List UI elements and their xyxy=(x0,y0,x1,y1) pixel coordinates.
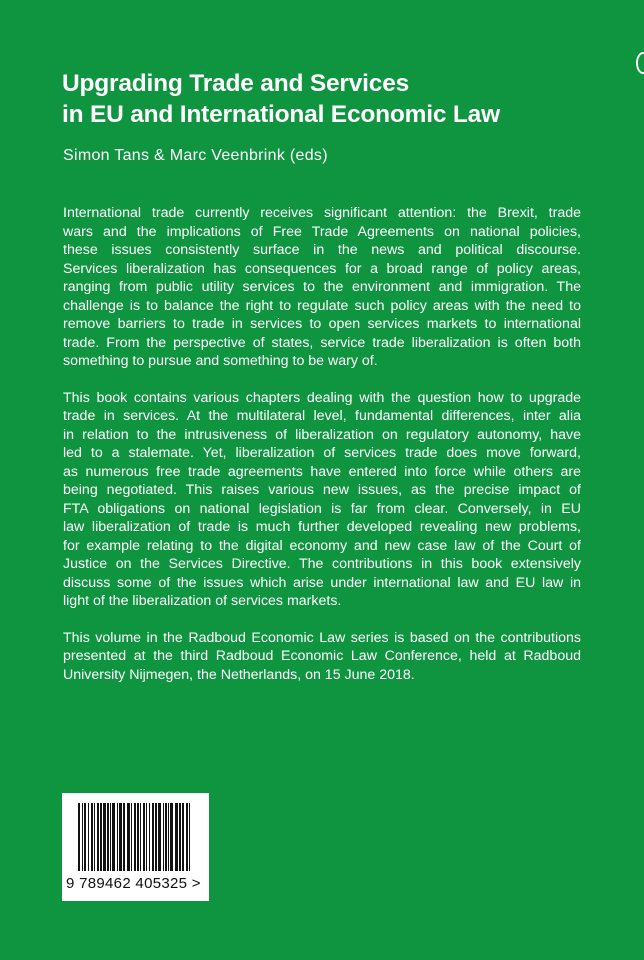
text-line: as numerous free trade agreements have entered into force while others are xyxy=(63,463,581,480)
blurb-paragraph-1 xyxy=(63,204,581,371)
blurb-paragraph-2 xyxy=(63,389,581,611)
barcode-bar xyxy=(186,803,188,871)
barcode-bar xyxy=(103,803,106,871)
barcode-bar xyxy=(94,803,95,871)
text-line: wars and the implications of Free Trade Agreements on national policies, xyxy=(63,223,581,240)
text-line: these issues consistently surface in the news and political discourse. xyxy=(63,242,581,258)
barcode-bar xyxy=(84,803,86,871)
barcode-bar xyxy=(155,803,157,871)
barcode-bar xyxy=(140,803,141,871)
barcode-bar xyxy=(163,803,164,871)
barcode-bar xyxy=(127,803,130,871)
text-line: International trade currently receives significant attention: the Brexit, trade xyxy=(63,205,581,221)
spine-logo-fragment xyxy=(636,52,644,74)
blurb xyxy=(63,204,581,702)
text-line: Services liberalization has consequences for a broad range of policy areas, xyxy=(63,260,581,277)
text-line: This volume in the Radboud Economic Law series is based on the contributions xyxy=(63,629,581,646)
text-line: presented at the third Radboud Economic Law Conference, held at Radboud xyxy=(63,648,581,664)
text-line: led to a stalemate. Yet, liberalization of services trade does move forward, xyxy=(63,445,581,461)
barcode-bar xyxy=(170,803,173,871)
text-line: law liberalization of trade is much further developed revealing new problems, xyxy=(63,519,581,535)
barcode-bar xyxy=(137,803,139,871)
barcode-bar xyxy=(123,803,125,871)
text-line: challenge is to balance the right to regulate such policy areas with the need to xyxy=(63,297,581,314)
isbn-digits: 9 789462 405325 > xyxy=(66,875,201,892)
barcode-bar xyxy=(107,803,109,871)
text-line: in relation to the intrusiveness of liberalization on regulatory autonomy, have xyxy=(63,426,581,443)
text-line: Justice on the Services Directive. The contributions in this book extensively xyxy=(63,556,581,572)
title-line-1: Upgrading Trade and Services xyxy=(62,70,410,97)
text-line: trade in services. At the multilateral level, fundamental differences, inter alia xyxy=(63,408,581,424)
barcode-bar xyxy=(78,803,80,871)
barcode-bar xyxy=(149,803,150,871)
text-line: light of the liberalization of services markets. xyxy=(63,593,342,609)
barcode-bar xyxy=(143,803,145,871)
title-line-2: in EU and International Economic Law xyxy=(62,101,500,128)
text-line: trade. From the perspective of states, service trade liberalization is often both xyxy=(63,334,581,351)
blurb-paragraph-3 xyxy=(63,629,581,685)
text-line: remove barriers to trade in services to open services markets to international xyxy=(63,316,581,332)
text-line: University Nijmegen, the Netherlands, on 15 June 2018. xyxy=(63,666,415,683)
barcode-bar xyxy=(119,803,122,871)
barcode-bar xyxy=(182,803,184,871)
barcode-bar xyxy=(134,803,136,871)
barcode-bar xyxy=(146,803,147,871)
text-line: This book contains various chapters dealing with the question how to upgrade xyxy=(63,389,581,406)
barcode-bar xyxy=(112,803,115,871)
book-editors: Simon Tans & Marc Veenbrink (eds) xyxy=(63,147,328,164)
barcode-bars xyxy=(78,803,192,871)
barcode-bar xyxy=(88,803,89,871)
text-line: being negotiated. This raises various new issues, as the precise impact of xyxy=(63,482,581,498)
text-line: discuss some of the issues which arise under international law and EU law in xyxy=(63,574,581,591)
barcode-bar xyxy=(97,803,99,871)
barcode-bar xyxy=(158,803,161,871)
barcode-bar xyxy=(100,803,102,871)
barcode-bar xyxy=(175,803,178,871)
text-line: ranging from public utility services to the environment and immigration. The xyxy=(63,279,581,295)
barcode-bar xyxy=(168,803,169,871)
barcode-bar xyxy=(179,803,181,871)
barcode-bar xyxy=(152,803,154,871)
barcode-bar xyxy=(117,803,118,871)
text-line: FTA obligations on national legislation is far from clear. Conversely, in EU xyxy=(63,500,581,517)
barcode-bar xyxy=(91,803,93,871)
barcode-bar xyxy=(110,803,111,871)
text-line: for example relating to the digital economy and new case law of the Court of xyxy=(63,537,581,554)
barcode-bar xyxy=(165,803,167,871)
book-title xyxy=(62,68,500,130)
barcode-bar xyxy=(82,803,83,871)
text-line: something to pursue and something to be wary of. xyxy=(63,353,378,369)
barcode-bar xyxy=(189,803,190,871)
barcode-bar xyxy=(131,803,132,871)
isbn-barcode xyxy=(62,793,209,901)
